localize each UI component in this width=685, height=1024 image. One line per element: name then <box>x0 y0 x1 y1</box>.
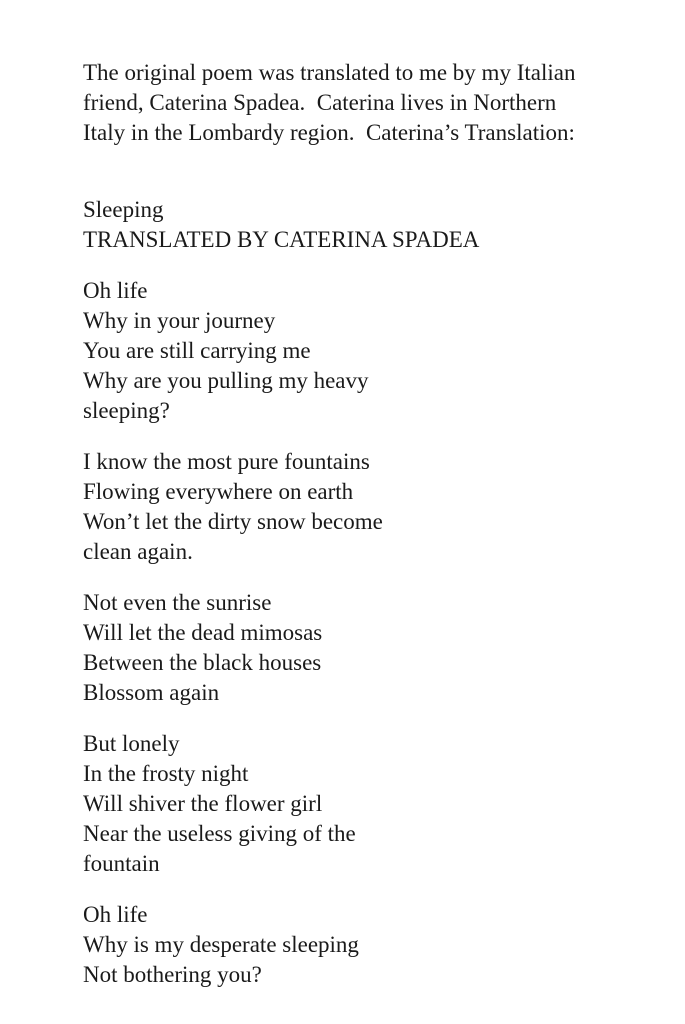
poem-line: Why is my desperate sleeping <box>83 932 359 957</box>
poem-line: Why are you pulling my heavy <box>83 368 369 393</box>
poem-line: Near the useless giving of the <box>83 821 356 846</box>
stanza-1 <box>83 276 645 426</box>
poem-line: You are still carrying me <box>83 338 311 363</box>
poem-line: Oh life <box>83 278 148 303</box>
poem-line: Blossom again <box>83 680 220 705</box>
stanza-3 <box>83 588 645 708</box>
poem-line: friend, Caterina Spadea. Caterina lives in Northern <box>83 90 557 115</box>
poem-line: Why in your journey <box>83 308 276 333</box>
poem-line: But lonely <box>83 731 180 756</box>
poem-line: I know the most pure fountains <box>83 449 370 474</box>
intro-paragraph <box>83 58 645 148</box>
poem-line: Flowing everywhere on earth <box>83 479 354 504</box>
poem-line: sleeping? <box>83 398 170 423</box>
poem-line: Oh life <box>83 902 148 927</box>
poem-byline: TRANSLATED BY CATERINA SPADEA <box>83 227 480 252</box>
poem-line: In the frosty night <box>83 761 249 786</box>
poem-line: Not even the sunrise <box>83 590 272 615</box>
poem-line: Will let the dead mimosas <box>83 620 323 645</box>
poem-title-block <box>83 195 645 255</box>
stanza-5 <box>83 900 645 990</box>
poem-line: Not bothering you? <box>83 962 262 987</box>
poem-title: Sleeping <box>83 197 164 222</box>
poem-line: fountain <box>83 851 160 876</box>
stanza-2 <box>83 447 645 567</box>
poem-line: Won’t let the dirty snow become <box>83 509 383 534</box>
stanza-4 <box>83 729 645 879</box>
poem-line: Between the black houses <box>83 650 322 675</box>
poem-line: The original poem was translated to me by my Italian <box>83 60 576 85</box>
poem-line: clean again. <box>83 539 193 564</box>
poem-line: Will shiver the flower girl <box>83 791 323 816</box>
poem-line: Italy in the Lombardy region. Caterina’s Translation: <box>83 120 575 145</box>
